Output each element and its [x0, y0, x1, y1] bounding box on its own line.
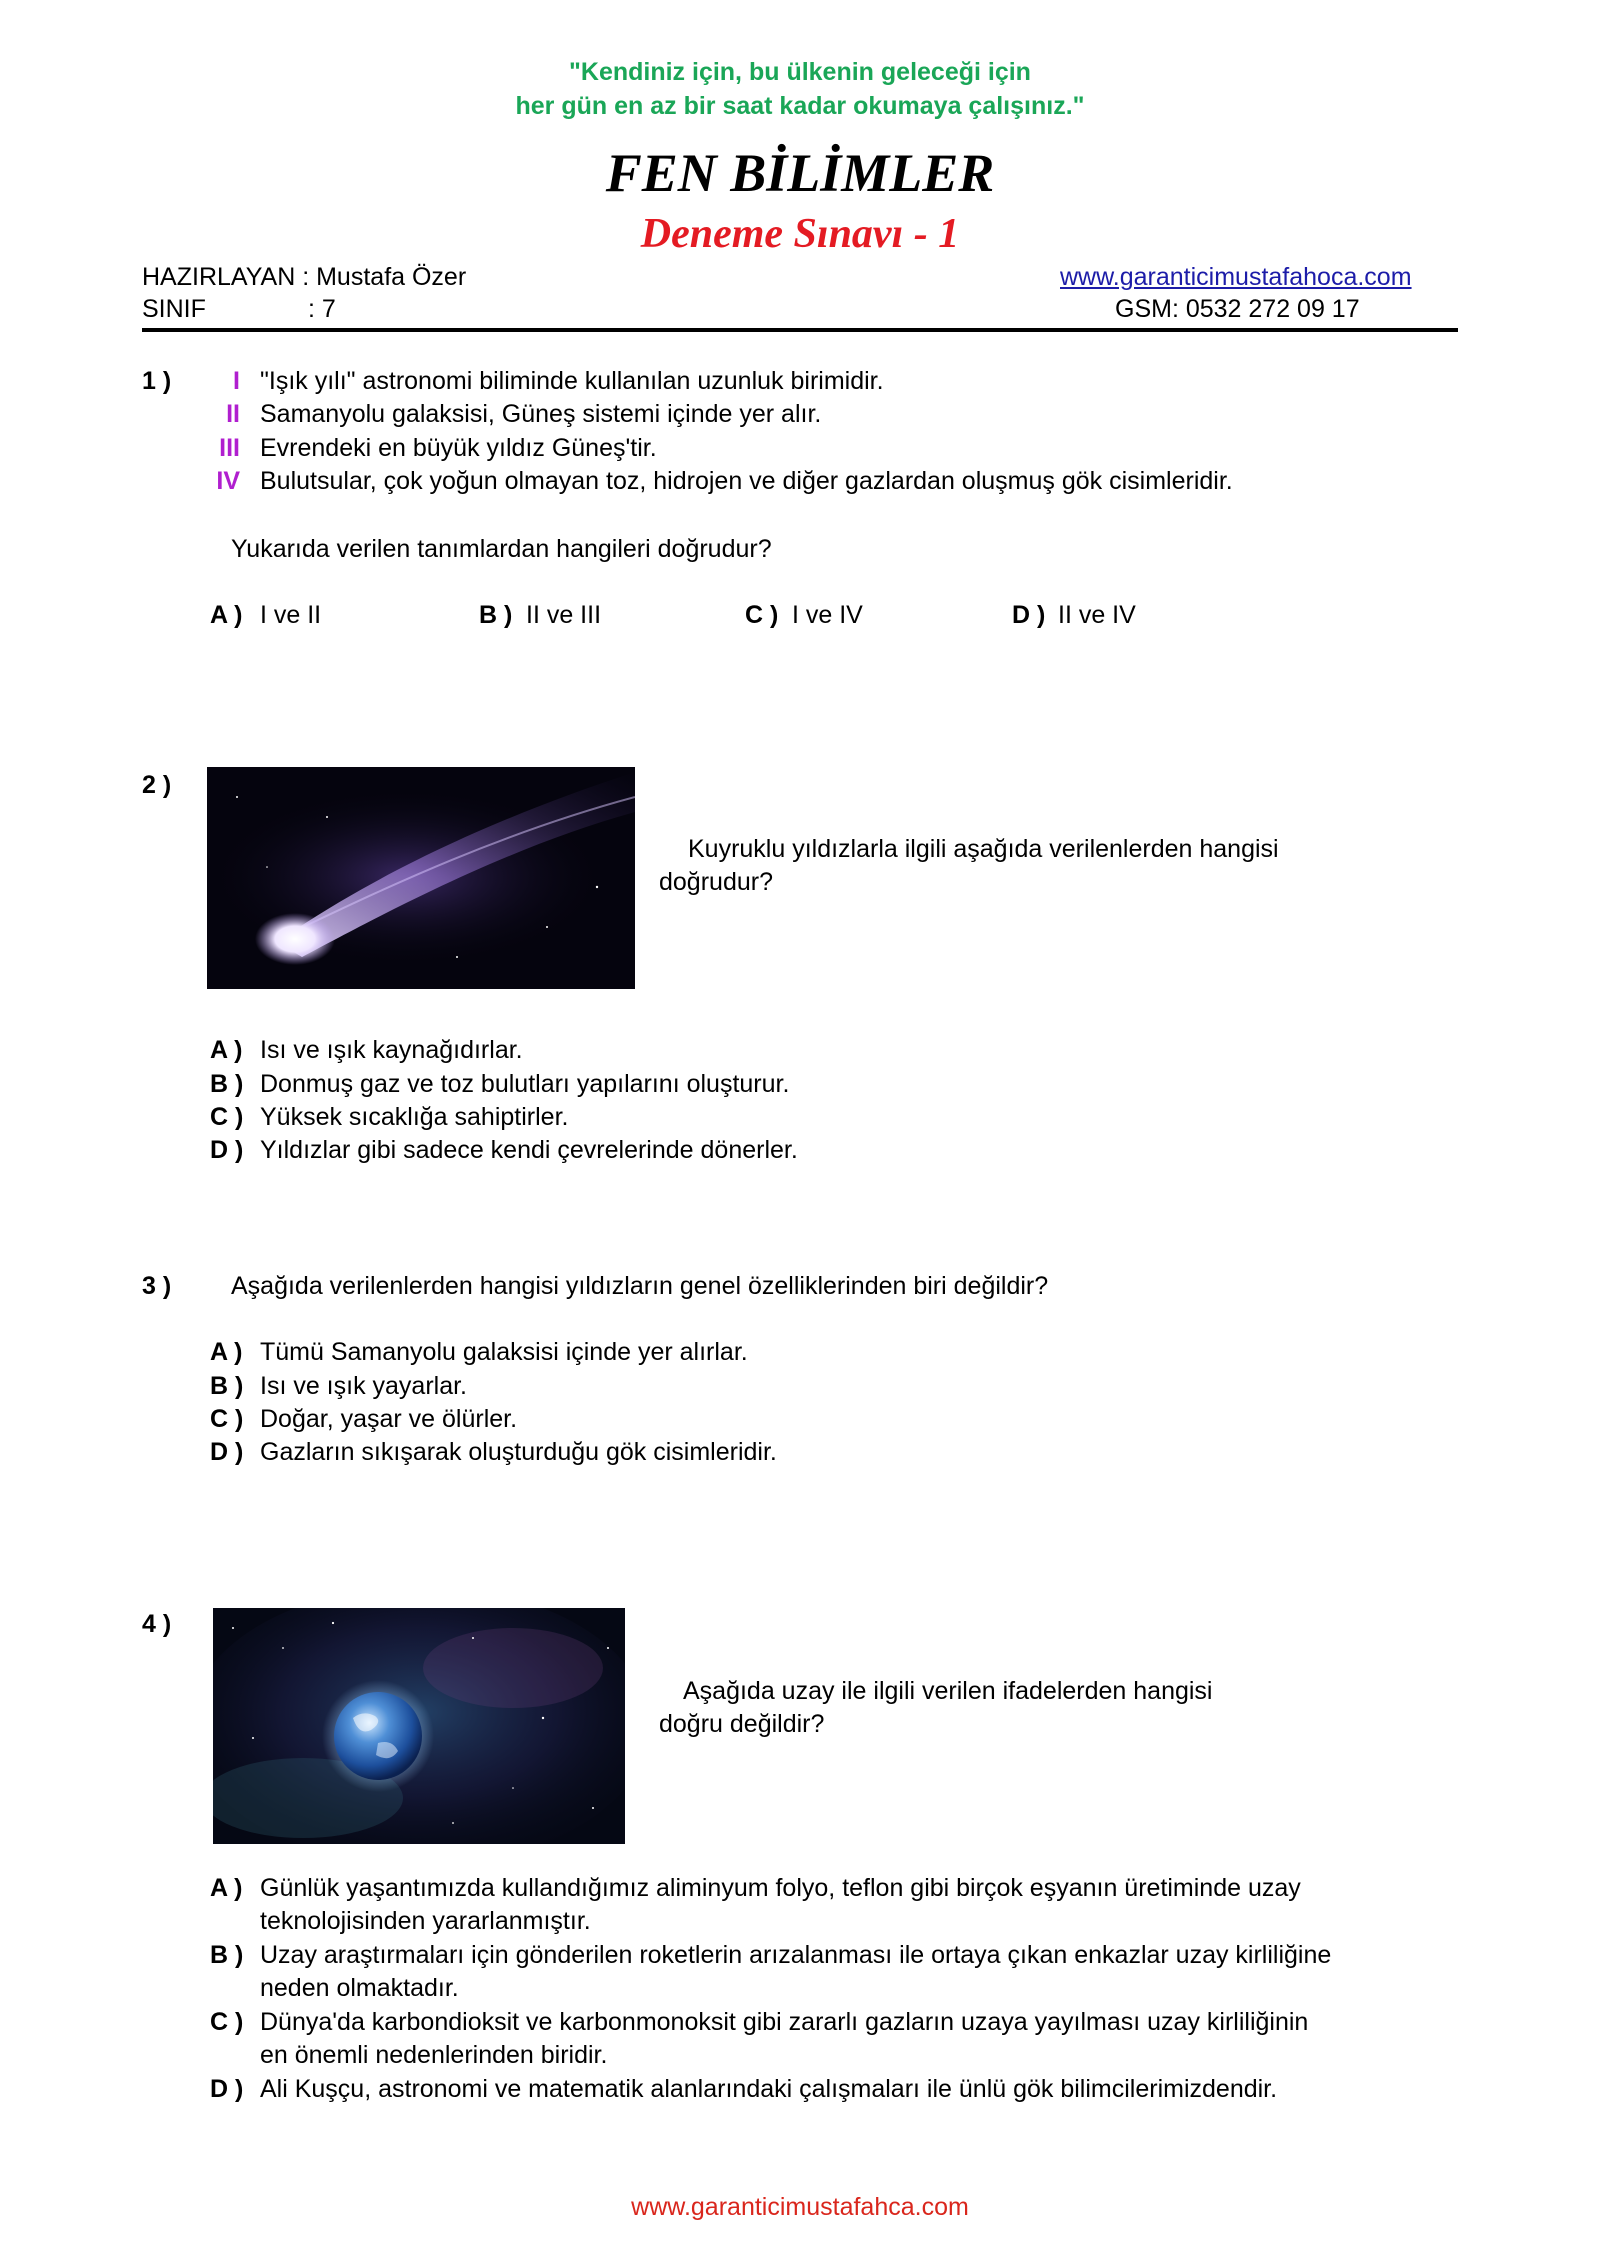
roman-numeral: III — [219, 434, 240, 462]
option-d[interactable]: Gazların sıkışarak oluşturduğu gök cisimleridir. — [260, 1438, 777, 1466]
roman-numeral: IV — [216, 467, 240, 495]
option-b[interactable]: Donmuş gaz ve toz bulutları yapılarını oluşturur. — [260, 1070, 790, 1098]
author-label: HAZIRLAYAN : Mustafa Özer — [142, 263, 467, 291]
question-number: 4 ) — [142, 1610, 172, 1638]
option-c[interactable]: Doğar, yaşar ve ölürler. — [260, 1405, 518, 1433]
question-prompt: Aşağıda uzay ile ilgili verilen ifadelerden hangisi — [683, 1677, 1213, 1705]
footer-website: www.garanticimustafahca.com — [631, 2193, 969, 2221]
option-letter: D ) — [210, 2075, 244, 2103]
question-prompt: doğru değildir? — [659, 1710, 825, 1738]
roman-numeral: I — [233, 367, 240, 395]
question-number: 3 ) — [142, 1272, 172, 1300]
option-letter: A ) — [210, 1874, 243, 1902]
motto-line-2: her gün en az bir saat kadar okumaya çalışınız." — [515, 92, 1085, 120]
option-letter: C ) — [745, 601, 779, 629]
question-prompt: doğrudur? — [659, 868, 773, 896]
option-c[interactable]: Dünya'da karbondioksit ve karbonmonoksit gibi zararlı gazların uzaya yayılması uzay kirliliğinin — [260, 2008, 1309, 2036]
phone-number: GSM: 0532 272 09 17 — [1115, 295, 1360, 323]
option-letter: B ) — [210, 1941, 244, 1969]
statement-text: Samanyolu galaksisi, Güneş sistemi içinde yer alır. — [260, 400, 822, 428]
question-prompt: Yukarıda verilen tanımlardan hangileri doğrudur? — [231, 535, 772, 563]
question-prompt: Kuyruklu yıldızlarla ilgili aşağıda verilenlerden hangisi — [688, 835, 1279, 863]
option-a[interactable]: Tümü Samanyolu galaksisi içinde yer alırlar. — [260, 1338, 748, 1366]
option-letter: D ) — [1012, 601, 1046, 629]
option-c[interactable]: Yüksek sıcaklığa sahiptirler. — [260, 1103, 569, 1131]
option-d[interactable]: Ali Kuşçu, astronomi ve matematik alanlarındaki çalışmaları ile ünlü gök bilimcilerimizdendir. — [260, 2075, 1278, 2103]
option-a[interactable]: Günlük yaşantımızda kullandığımız aliminyum folyo, teflon gibi birçok eşyanın üretiminde uzay — [260, 1874, 1301, 1902]
option-b[interactable]: Isı ve ışık yayarlar. — [260, 1372, 468, 1400]
option-a[interactable]: Isı ve ışık kaynağıdırlar. — [260, 1036, 523, 1064]
roman-numeral: II — [226, 400, 240, 428]
option-letter: A ) — [210, 1338, 243, 1366]
earth-in-space-image — [213, 1608, 625, 1844]
option-a-continued[interactable]: teknolojisinden yararlanmıştır. — [260, 1907, 591, 1935]
option-c-continued[interactable]: en önemli nedenlerinden biridir. — [260, 2041, 608, 2069]
option-letter: D ) — [210, 1136, 244, 1164]
question-number: 2 ) — [142, 771, 172, 799]
option-letter: B ) — [479, 601, 513, 629]
option-letter: C ) — [210, 1103, 244, 1131]
option-b[interactable]: II ve III — [526, 601, 602, 629]
question-prompt: Aşağıda verilenlerden hangisi yıldızların genel özelliklerinden biri değildir? — [231, 1272, 1049, 1300]
page-title: FEN BİLİMLER — [605, 143, 995, 203]
option-letter: C ) — [210, 1405, 244, 1433]
option-d[interactable]: Yıldızlar gibi sadece kendi çevrelerinde dönerler. — [260, 1136, 798, 1164]
header-divider — [142, 328, 1458, 332]
option-letter: B ) — [210, 1372, 244, 1400]
option-letter: C ) — [210, 2008, 244, 2036]
statement-text: "Işık yılı" astronomi biliminde kullanılan uzunluk birimidir. — [260, 367, 884, 395]
option-letter: D ) — [210, 1438, 244, 1466]
option-a[interactable]: I ve II — [260, 601, 322, 629]
option-b[interactable]: Uzay araştırmaları için gönderilen roketlerin arızalanması ile ortaya çıkan enkazlar uzay kirliliğine — [260, 1941, 1332, 1969]
option-letter: A ) — [210, 601, 243, 629]
option-b-continued[interactable]: neden olmaktadır. — [260, 1974, 459, 2002]
statement-text: Evrendeki en büyük yıldız Güneş'tir. — [260, 434, 657, 462]
page-subtitle: Deneme Sınavı - 1 — [640, 211, 960, 257]
option-letter: A ) — [210, 1036, 243, 1064]
class-value: : 7 — [308, 295, 336, 323]
comet-image — [207, 767, 635, 989]
motto-line-1: "Kendiniz için, bu ülkenin geleceği için — [569, 58, 1031, 86]
statement-text: Bulutsular, çok yoğun olmayan toz, hidrojen ve diğer gazlardan oluşmuş gök cisimleridir. — [260, 467, 1233, 495]
option-d[interactable]: II ve IV — [1058, 601, 1136, 629]
website-link[interactable]: www.garanticimustafahoca.com — [1060, 263, 1412, 291]
question-number: 1 ) — [142, 367, 172, 395]
option-c[interactable]: I ve IV — [792, 601, 863, 629]
option-letter: B ) — [210, 1070, 244, 1098]
class-label: SINIF — [142, 295, 206, 323]
